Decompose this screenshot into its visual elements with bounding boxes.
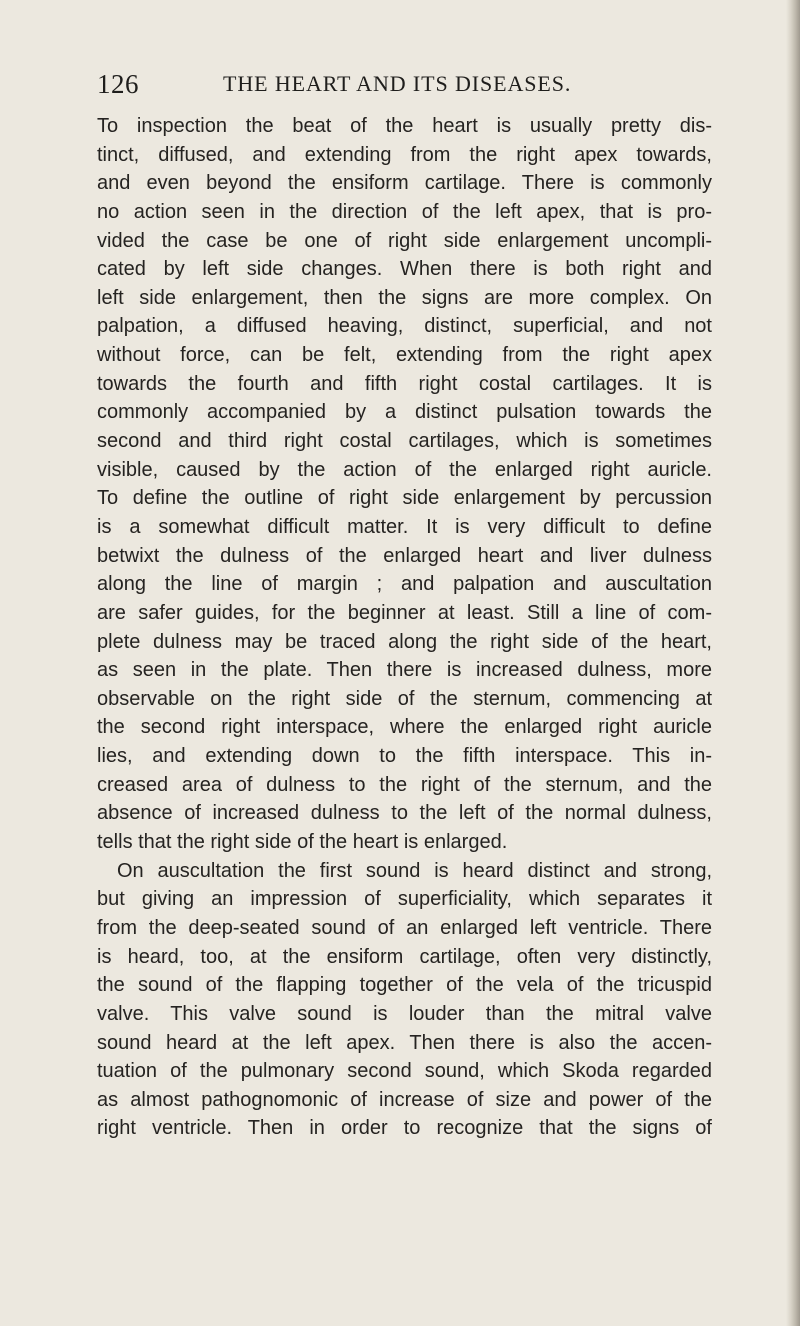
text-line: betwixt the dulness of the enlarged heart and liver dulness xyxy=(97,544,712,567)
text-line: absence of increased dulness to the left of the normal dulness, xyxy=(97,802,712,825)
text-line: no action seen in the direction of the left apex, that is pro- xyxy=(97,200,712,223)
text-line: visible, caused by the action of the enlarged right auricle. xyxy=(97,458,712,481)
paragraph-2 xyxy=(97,857,712,1143)
text-line: plete dulness may be traced along the right side of the heart, xyxy=(97,630,712,653)
text-line: cated by left side changes. When there is both right and xyxy=(97,258,712,281)
text-line: as seen in the plate. Then there is increased dulness, more xyxy=(97,659,712,682)
text-line: is heard, too, at the ensiform cartilage, often very distinctly, xyxy=(97,945,712,968)
text-line: commonly accompanied by a distinct pulsation towards the xyxy=(97,401,712,424)
text-line: valve. This valve sound is louder than the mitral valve xyxy=(97,1002,712,1025)
text-line: To define the outline of right side enlargement by percussion xyxy=(97,487,712,510)
text-line: the sound of the flapping together of the vela of the tricuspid xyxy=(97,974,712,997)
text-line: along the line of margin ; and palpation and auscultation xyxy=(97,573,712,596)
text-line: tinct, diffused, and extending from the right apex towards, xyxy=(97,143,712,166)
text-line: as almost pathognomonic of increase of size and power of the xyxy=(97,1088,712,1111)
text-line: To inspection the beat of the heart is usually pretty dis- xyxy=(97,115,712,137)
body-text xyxy=(97,112,712,1143)
text-line: and even beyond the ensiform cartilage. There is commonly xyxy=(97,172,712,195)
text-line: tuation of the pulmonary second sound, which Skoda regarded xyxy=(97,1060,712,1083)
running-head xyxy=(97,69,717,103)
text-line: but giving an impression of superficiality, which separates it xyxy=(97,888,712,911)
page-edge-shadow xyxy=(786,0,800,1326)
text-line: without force, can be felt, extending from the right apex xyxy=(97,344,712,367)
text-line: towards the fourth and fifth right costal cartilages. It is xyxy=(97,372,712,395)
text-line: observable on the right side of the sternum, commencing at xyxy=(97,687,712,710)
text-line: right ventricle. Then in order to recognize that the signs of xyxy=(97,1117,712,1140)
running-head-title: THE HEART AND ITS DISEASES. xyxy=(223,71,572,96)
text-line: palpation, a diffused heaving, distinct, superficial, and not xyxy=(97,315,712,338)
text-line: vided the case be one of right side enlargement uncompli- xyxy=(97,229,712,252)
text-line: are safer guides, for the beginner at least. Still a line of com- xyxy=(97,601,712,624)
text-line: lies, and extending down to the fifth interspace. This in- xyxy=(97,745,712,768)
page-number: 126 xyxy=(97,69,139,99)
text-line: left side enlargement, then the signs are more complex. On xyxy=(97,286,712,309)
text-line: from the deep-seated sound of an enlarged left ventricle. There xyxy=(97,916,712,939)
paragraph-1 xyxy=(97,112,712,857)
text-line: tells that the right side of the heart is enlarged. xyxy=(97,831,508,854)
text-line: is a somewhat difficult matter. It is very difficult to define xyxy=(97,515,712,538)
text-line: second and third right costal cartilages, which is sometimes xyxy=(97,430,712,453)
text-line: On auscultation the first sound is heard distinct and strong, xyxy=(117,859,712,882)
text-line: sound heard at the left apex. Then there is also the accen- xyxy=(97,1031,712,1054)
text-line: the second right interspace, where the enlarged right auricle xyxy=(97,716,712,739)
text-line: creased area of dulness to the right of the sternum, and the xyxy=(97,773,712,796)
